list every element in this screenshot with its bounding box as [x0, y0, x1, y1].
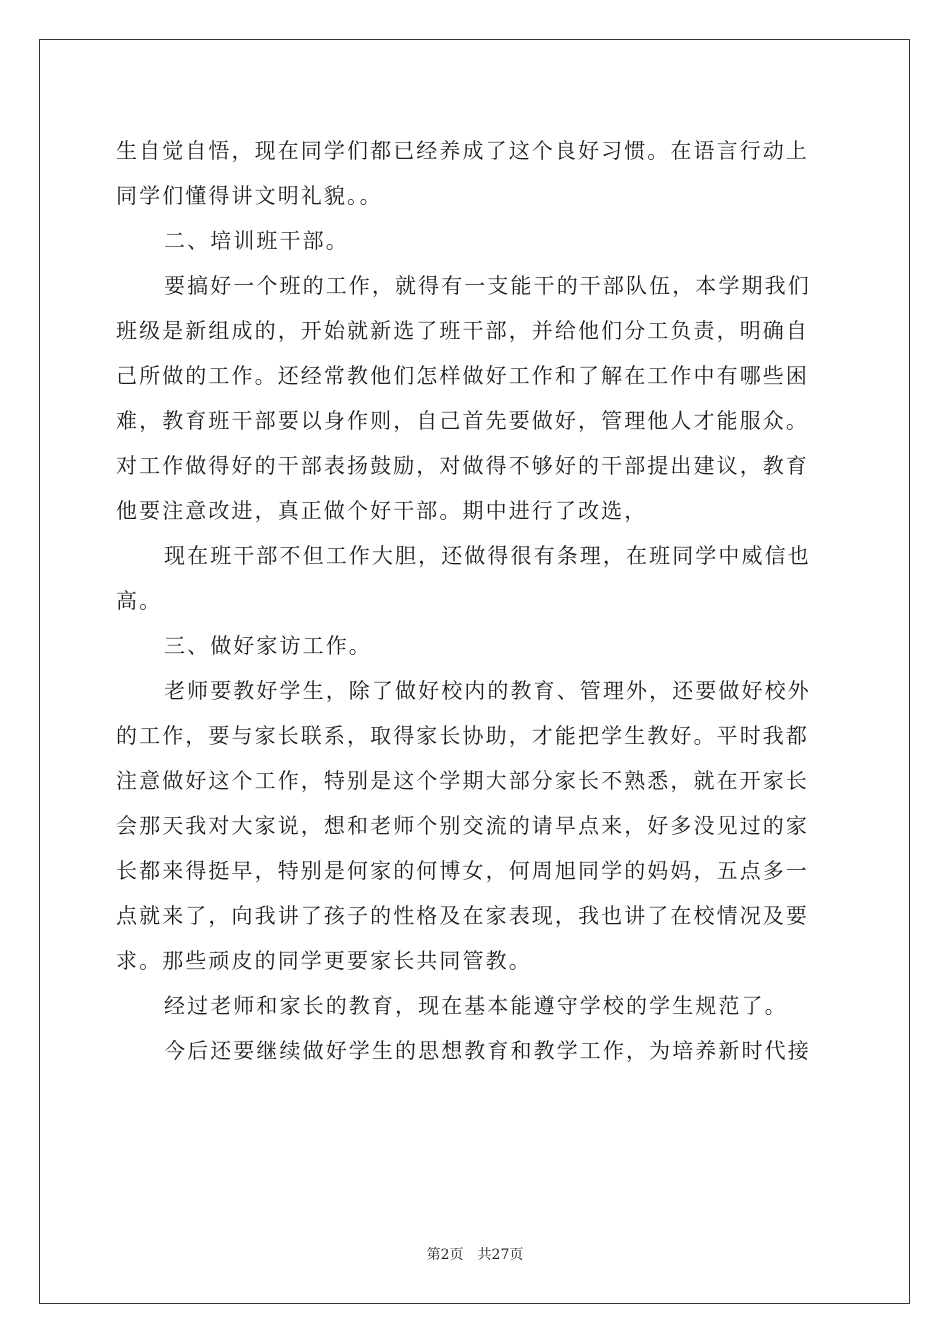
text-line: 难，教育班干部要以身作则，自己首先要做好，管理他人才能服众。: [116, 409, 809, 433]
text-line: 二、培训班干部。: [164, 229, 349, 253]
text-line: 现在班干部不但工作大胆，还做得很有条理，在班同学中威信也: [164, 544, 811, 568]
page-footer: [0, 1244, 950, 1264]
text-line: 班级是新组成的，开始就新选了班干部，并给他们分工负责，明确自: [116, 319, 809, 343]
text-line: 注意做好这个工作，特别是这个学期大部分家长不熟悉，就在开家长: [116, 769, 809, 793]
page-number: 第2页: [426, 1247, 464, 1263]
text-line: 会那天我对大家说，想和老师个别交流的请早点来，好多没见过的家: [116, 814, 809, 838]
text-line: 的工作，要与家长联系，取得家长协助，才能把学生教好。平时我都: [116, 724, 809, 748]
text-line: 经过老师和家长的教育，现在基本能遵守学校的学生规范了。: [164, 994, 788, 1018]
text-line: 点就来了，向我讲了孩子的性格及在家表现，我也讲了在校情况及要: [116, 904, 809, 928]
text-line: 高。: [116, 589, 163, 613]
text-line: 求。那些顽皮的同学更要家长共同管教。: [116, 949, 532, 973]
text-line: 长都来得挺早，特别是何家的何博女，何周旭同学的妈妈，五点多一: [116, 859, 809, 883]
text-line: 要搞好一个班的工作，就得有一支能干的干部队伍，本学期我们: [164, 274, 811, 298]
text-line: 三、做好家访工作。: [164, 634, 372, 658]
text-line: 老师要教好学生，除了做好校内的教育、管理外，还要做好校外: [164, 679, 811, 703]
text-line: 己所做的工作。还经常教他们怎样做好工作和了解在工作中有哪些困: [116, 364, 809, 388]
text-line: 他要注意改进，真正做个好干部。期中进行了改选，: [116, 499, 648, 523]
text-line: 生自觉自悟，现在同学们都已经养成了这个良好习惯。在语言行动上: [116, 139, 809, 163]
text-line: 对工作做得好的干部表扬鼓励，对做得不够好的干部提出建议，教育: [116, 454, 809, 478]
text-line: 今后还要继续做好学生的思想教育和教学工作，为培养新时代接: [164, 1039, 811, 1063]
page-total: 共27页: [477, 1247, 524, 1263]
text-line: 同学们懂得讲文明礼貌。。: [116, 184, 383, 208]
document-body: [116, 129, 834, 1074]
